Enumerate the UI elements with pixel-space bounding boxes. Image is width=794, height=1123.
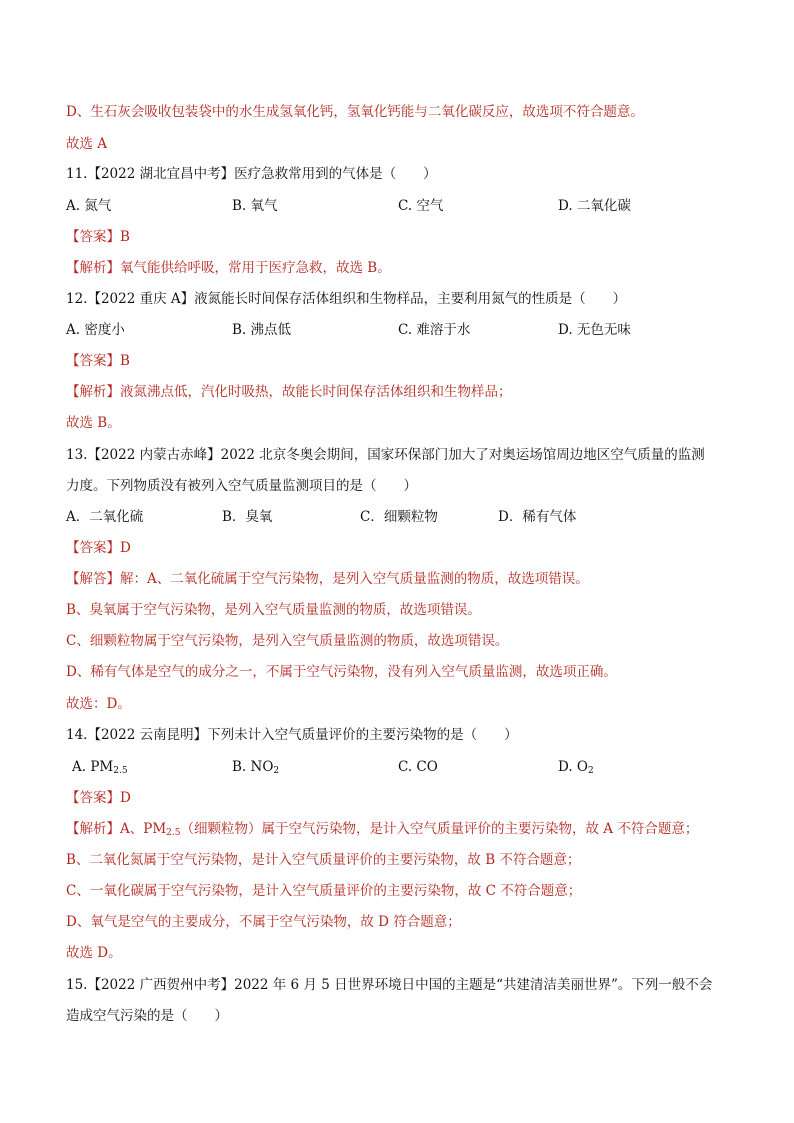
q12-analysis: 液氮沸点低，汽化时吸热，故能长时间保存活体组织和生物样品； — [120, 384, 512, 400]
q11-stem: 11.【2022 湖北宜昌中考】医疗急救常用到的气体是（ ） — [66, 166, 437, 182]
q13-stem-line1: 13.【2022 内蒙古赤峰】2022 北京冬奥会期间，国家环保部门加大了对奥运场馆周边地区空气质量的监测 — [66, 447, 705, 463]
q14-option-d — [558, 757, 594, 781]
q12-analysis-tag: 【解析】 — [66, 384, 120, 400]
q13-option-b: B．臭氧 — [222, 509, 273, 525]
q14-option-c-text: C. CO — [398, 759, 438, 775]
q15-stem-line1: 15.【2022 广西贺州中考】2022 年 6 月 5 日世界环境日中国的主题是“共建清洁美丽世界”。下列一般不会 — [66, 977, 713, 993]
q14-analysis-a-post: （细颗粒物）属于空气污染物，是计入空气质量评价的主要污染物，故 A 不符合题意； — [180, 821, 699, 837]
q14-option-b — [232, 757, 279, 781]
q13-analysis-a: 解：A、二氧化硫属于空气污染物，是列入空气质量监测的物质，故选项错误。 — [120, 571, 589, 587]
q11-option-c: C. 空气 — [398, 198, 444, 214]
q14-option-a-text: A. PM — [72, 759, 114, 775]
q13-answer: D — [120, 540, 131, 556]
q15-stem-line2: 造成空气污染的是（ ） — [66, 1008, 228, 1024]
q13-conclusion: 故选：D。 — [66, 696, 131, 712]
q13-analysis-d: D、稀有气体是空气的成分之一，不属于空气污染物，没有列入空气质量监测，故选项正确。 — [66, 664, 617, 680]
q13-stem-line2: 力度。下列物质没有被列入空气质量监测项目的是（ ） — [66, 478, 417, 494]
q14-stem: 14.【2022 云南昆明】下列未计入空气质量评价的主要污染物的是（ ） — [66, 727, 518, 743]
q11-analysis: 氧气能供给呼吸，常用于医疗急救，故选 B。 — [120, 260, 391, 276]
q11-answer-line — [66, 227, 130, 247]
q13-analysis-b: B、臭氧属于空气污染物，是列入空气质量监测的物质，故选项错误。 — [66, 602, 481, 618]
q11-option-b: B. 氧气 — [232, 198, 278, 214]
q12-analysis-line — [66, 382, 512, 402]
q13-analysis-c: C、细颗粒物属于空气污染物，是列入空气质量监测的物质，故选项错误。 — [66, 633, 509, 649]
q13-analysis-tag: 【解答】 — [66, 571, 120, 587]
q14-option-b-text: B. NO — [232, 759, 274, 775]
q14-analysis-a-pre: A、PM — [120, 821, 167, 837]
q11-option-a: A. 氮气 — [66, 198, 112, 214]
q12-option-c: C. 难溶于水 — [398, 322, 471, 338]
q12-answer: B — [120, 353, 130, 369]
q14-analysis-a-sub: 2.5 — [166, 828, 181, 838]
q14-analysis-tag: 【解析】 — [66, 821, 120, 837]
q14-analysis-b: B、二氧化氮属于空气污染物，是计入空气质量评价的主要污染物，故 B 不符合题意； — [66, 852, 581, 868]
q14-option-b-sub: 2 — [273, 766, 280, 776]
q14-answer-line — [66, 788, 131, 808]
q12-option-a: A. 密度小 — [66, 322, 125, 338]
q14-option-a-sub: 2.5 — [113, 766, 128, 776]
q14-conclusion: 故选 D。 — [66, 945, 122, 961]
q13-analysis-a-line — [66, 569, 589, 589]
q12-option-d: D. 无色无味 — [558, 322, 631, 338]
q14-option-d-sub: 2 — [588, 766, 594, 776]
q11-answer-tag: 【答案】 — [66, 229, 120, 245]
q12-answer-line — [66, 351, 130, 371]
q11-analysis-line — [66, 258, 391, 278]
q13-option-d: D．稀有气体 — [498, 509, 577, 525]
q12-option-b: B. 沸点低 — [232, 322, 292, 338]
q12-stem: 12.【2022 重庆 A】液氮能长时间保存活体组织和生物样品，主要利用氮气的性质是（ ） — [66, 291, 627, 307]
q11-answer: B — [120, 229, 130, 245]
q14-option-d-text: D. O — [558, 759, 588, 775]
q14-option-c — [398, 757, 438, 777]
q11-option-d: D. 二氧化碳 — [558, 198, 631, 214]
q14-analysis-c: C、一氧化碳属于空气污染物，是计入空气质量评价的主要污染物，故 C 不符合题意； — [66, 883, 582, 899]
q12-conclusion: 故选 B。 — [66, 415, 121, 431]
q13-option-c: C．细颗粒物 — [360, 509, 438, 525]
q14-answer: D — [120, 790, 131, 806]
q12-answer-tag: 【答案】 — [66, 353, 120, 369]
q14-option-a — [72, 757, 128, 781]
q13-option-a: A．二氧化硫 — [66, 509, 144, 525]
q13-answer-tag: 【答案】 — [66, 540, 120, 556]
q10-explanation-d: D、生石灰会吸收包装袋中的水生成氢氧化钙，氢氧化钙能与二氧化碳反应，故选项不符合题意。 — [66, 104, 644, 120]
q11-analysis-tag: 【解析】 — [66, 260, 120, 276]
q13-answer-line — [66, 538, 131, 558]
q14-analysis-d: D、氧气是空气的主要成分，不属于空气污染物，故 D 符合题意； — [66, 914, 461, 930]
q10-conclusion: 故选 A — [66, 136, 108, 152]
q14-analysis-a-line — [66, 819, 698, 843]
q14-answer-tag: 【答案】 — [66, 790, 120, 806]
